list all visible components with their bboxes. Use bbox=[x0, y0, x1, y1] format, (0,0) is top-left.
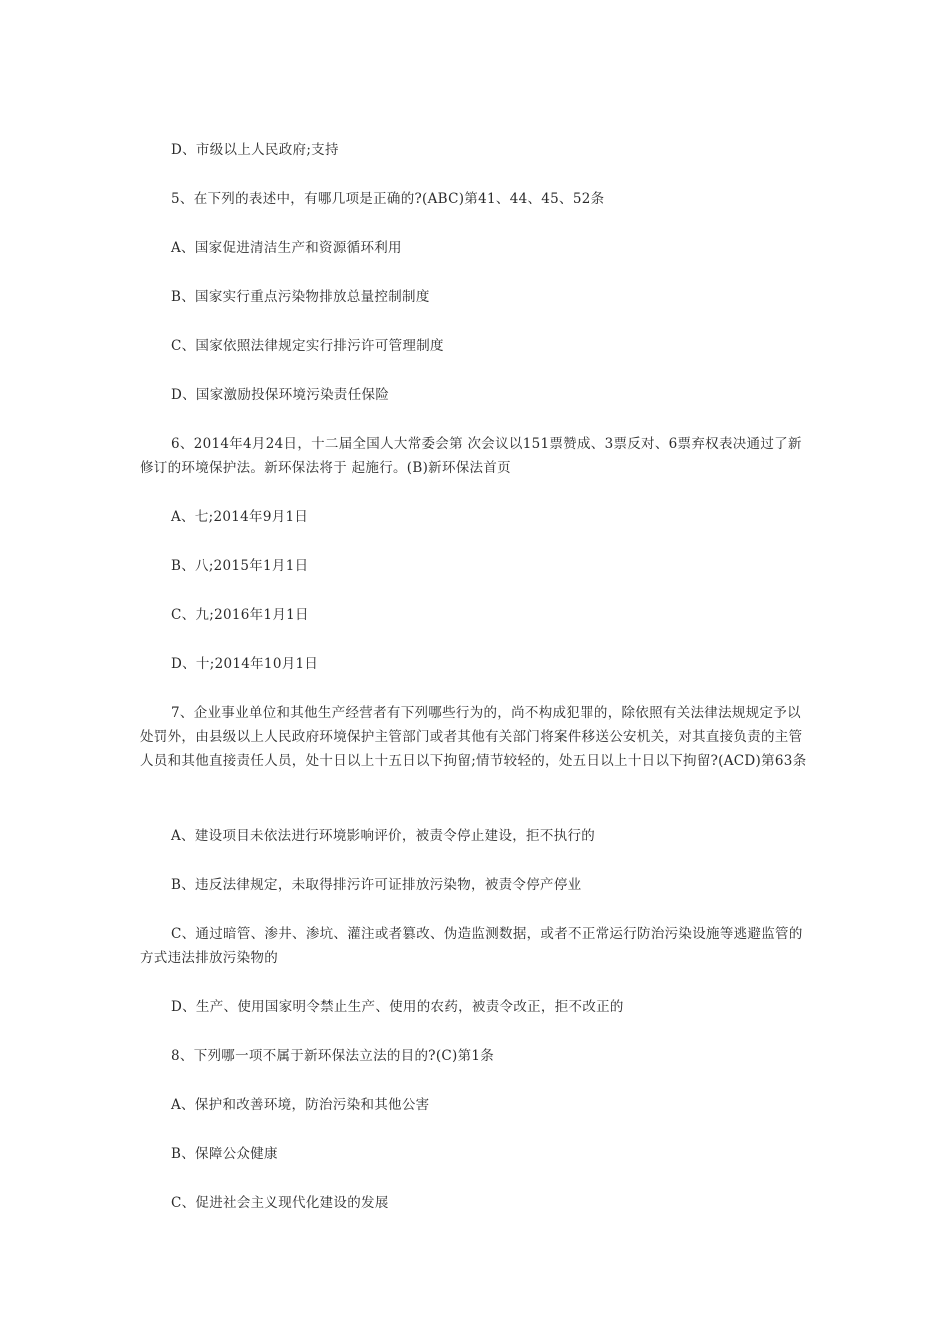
option-c-q6: C、九;2016年1月1日 bbox=[171, 606, 309, 623]
option-d-q4: D、市级以上人民政府;支持 bbox=[171, 141, 339, 158]
option-a-q5: A、国家促进清洁生产和资源循环利用 bbox=[171, 239, 402, 256]
question-5: 5、在下列的表述中，有哪几项是正确的?(ABC)第41、44、45、52条 bbox=[171, 190, 605, 207]
option-d-q6: D、十;2014年10月1日 bbox=[171, 655, 319, 672]
option-c-q8: C、促进社会主义现代化建设的发展 bbox=[171, 1194, 389, 1211]
option-c-q7: C、通过暗管、渗井、渗坑、灌注或者篡改、伪造监测数据，或者不正常运行防治污染设施等逃避监管的方式违法排放污染物的 bbox=[140, 925, 803, 966]
option-d-q5: D、国家激励投保环境污染责任保险 bbox=[171, 386, 390, 403]
option-b-q7: B、违反法律规定，未取得排污许可证排放污染物，被责令停产停业 bbox=[171, 876, 582, 893]
question-8: 8、下列哪一项不属于新环保法立法的目的?(C)第1条 bbox=[171, 1047, 495, 1064]
option-b-q8: B、保障公众健康 bbox=[171, 1145, 278, 1162]
option-c-q5: C、国家依照法律规定实行排污许可管理制度 bbox=[171, 337, 444, 354]
option-b-q5: B、国家实行重点污染物排放总量控制制度 bbox=[171, 288, 430, 305]
question-7: 7、企业事业单位和其他生产经营者有下列哪些行为的，尚不构成犯罪的，除依照有关法律法规规定予以处罚外，由县级以上人民政府环境保护主管部门或者其他有关部门将案件移送公安机关，对其直接负责的主管人员和其他直接责任人员，处十日以上十五日以下拘留;情节较轻的，处五日以上十日以下拘留?(ACD)第63条 bbox=[140, 704, 807, 769]
option-a-q6: A、七;2014年9月1日 bbox=[171, 508, 309, 525]
option-d-q7: D、生产、使用国家明令禁止生产、使用的农药，被责令改正，拒不改正的 bbox=[171, 998, 624, 1015]
option-a-q7: A、建设项目未依法进行环境影响评价，被责令停止建设，拒不执行的 bbox=[171, 827, 596, 844]
option-a-q8: A、保护和改善环境，防治污染和其他公害 bbox=[171, 1096, 430, 1113]
question-6: 6、2014年4月24日，十二届全国人大常委会第 次会议以151票赞成、3票反对、6票弃权表决通过了新修订的环境保护法。新环保法将于 起施行。(B)新环保法首页 bbox=[140, 435, 802, 476]
option-b-q6: B、八;2015年1月1日 bbox=[171, 557, 309, 574]
